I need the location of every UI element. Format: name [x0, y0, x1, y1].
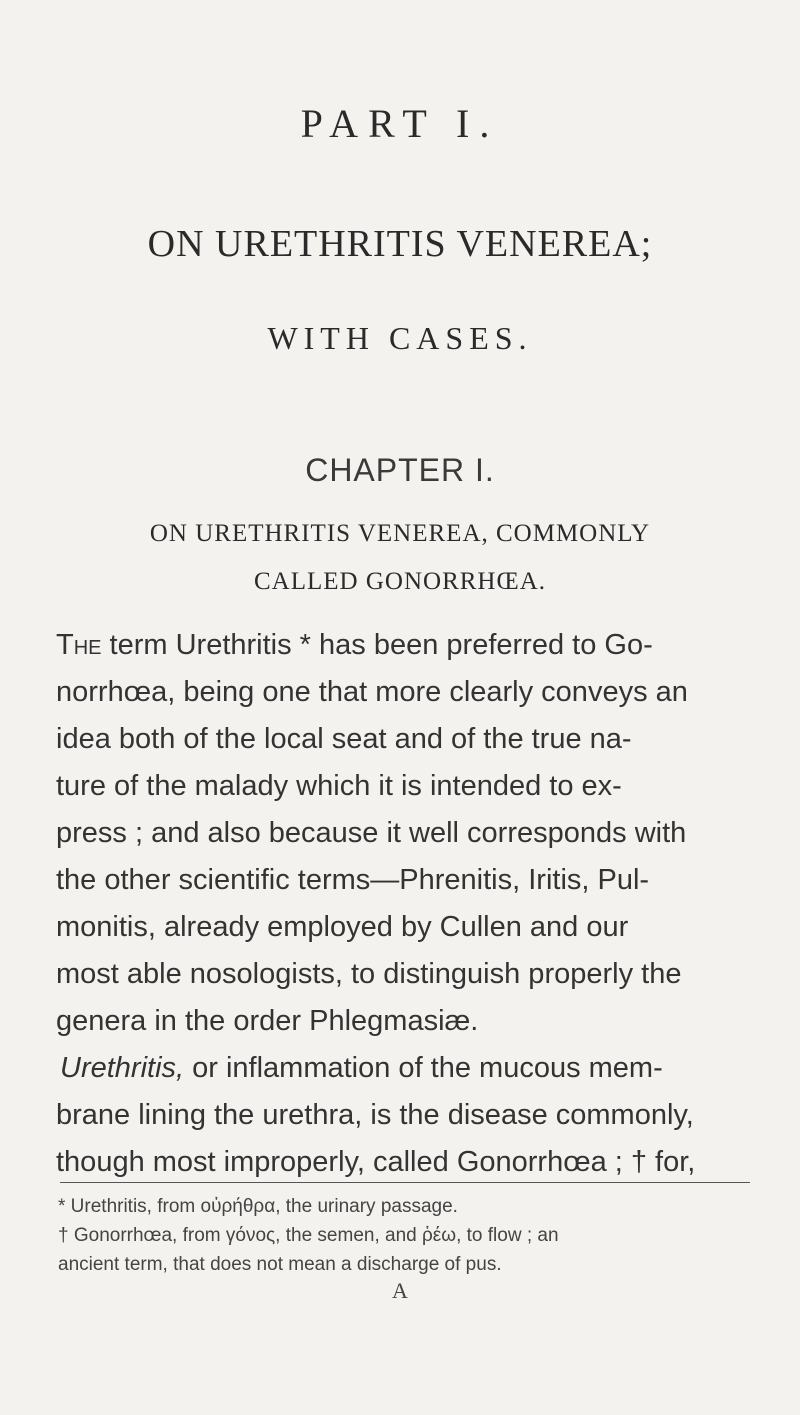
italic-term: Urethritis, — [60, 1052, 185, 1084]
book-subtitle: WITH CASES. — [267, 320, 533, 356]
body-line: norrhœa, being one that more clearly conveys an — [56, 676, 688, 708]
lead-word: The — [56, 629, 102, 661]
book-title: ON URETHRITIS VENEREA; — [147, 223, 653, 265]
body-text — [56, 622, 756, 1186]
footnote: * Urethritis, from οὐρήθρα, the urinary passage. — [58, 1196, 458, 1217]
chapter-heading: CHAPTER I. — [305, 452, 495, 488]
body-line: monitis, already employed by Cullen and our — [56, 911, 629, 943]
footnote: † Gonorrhœa, from γόνος, the semen, and ῥέω, to flow ; an — [58, 1225, 559, 1246]
part-heading: PART I. — [300, 101, 500, 146]
body-line: genera in the order Phlegmasiæ. — [56, 1005, 479, 1037]
chapter-title-line-2: CALLED GONORRHŒA. — [254, 568, 546, 595]
body-line: The term Urethritis * has been preferred to Go- — [56, 629, 653, 661]
body-line: ture of the malady which it is intended to ex- — [56, 770, 622, 802]
footnotes — [58, 1192, 758, 1279]
body-line: the other scientific terms—Phrenitis, Iritis, Pul- — [56, 864, 650, 896]
signature-mark: A — [392, 1278, 408, 1303]
body-line: though most improperly, called Gonorrhœa ; † for, — [56, 1146, 696, 1178]
body-line: most able nosologists, to distinguish properly the — [56, 958, 682, 990]
footnote-rule — [60, 1182, 750, 1183]
footnote: ancient term, that does not mean a discharge of pus. — [58, 1254, 502, 1275]
body-line: Urethritis, or inflammation of the mucous mem- — [60, 1052, 663, 1084]
chapter-title-line-1: ON URETHRITIS VENEREA, COMMONLY — [149, 520, 651, 547]
body-line: idea both of the local seat and of the true na- — [56, 723, 632, 755]
body-line: press ; and also because it well corresponds with — [56, 817, 687, 849]
body-line: brane lining the urethra, is the disease commonly, — [56, 1099, 694, 1131]
